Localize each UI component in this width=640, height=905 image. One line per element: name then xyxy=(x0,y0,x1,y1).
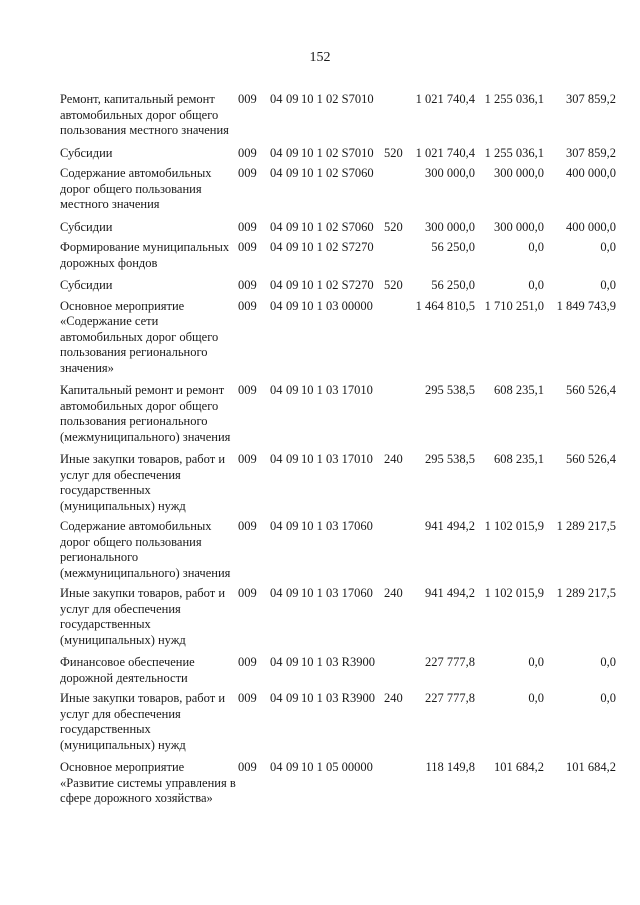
amount-year-1: 118 149,8 xyxy=(425,760,475,774)
row-name: Основное мероприятие «Содержание сети автомобильных дорог общего пользования регионального значения» xyxy=(60,298,219,375)
amount-year-1: 56 250,0 xyxy=(431,240,475,254)
amount-year-3: 101 684,2 xyxy=(566,760,616,774)
row-name: Иные закупки товаров, работ и услуг для обеспечения государственных (муниципальных) нужд xyxy=(60,586,226,647)
amount-year-3: 1 849 743,9 xyxy=(556,298,616,313)
target-article-code: 10 1 03 17010 xyxy=(301,452,373,466)
subsection-code: 09 xyxy=(286,655,299,669)
table-row xyxy=(0,760,640,807)
section-code: 04 xyxy=(270,145,283,160)
target-article-code: 10 1 03 17010 xyxy=(301,383,373,397)
expense-type-code: 240 xyxy=(384,586,403,600)
amount-year-3: 560 526,4 xyxy=(566,383,616,397)
table-row xyxy=(0,220,640,236)
table-row xyxy=(0,586,640,648)
ministry-code: 009 xyxy=(238,166,257,180)
budget-table xyxy=(0,87,640,807)
subsection-code: 09 xyxy=(286,145,299,160)
amount-year-1: 295 538,5 xyxy=(425,383,475,397)
subsection-code: 09 xyxy=(286,383,299,397)
table-row xyxy=(0,146,640,162)
table-row xyxy=(0,240,640,271)
section-code: 04 xyxy=(270,92,283,106)
table-row xyxy=(0,383,640,445)
target-article-code: 10 1 02 S7010 xyxy=(301,145,374,160)
expense-type-code: 240 xyxy=(384,691,403,705)
section-code: 04 xyxy=(270,278,283,292)
ministry-code: 009 xyxy=(238,240,257,254)
amount-year-1: 300 000,0 xyxy=(425,219,475,234)
row-name: Субсидии xyxy=(60,219,113,234)
ministry-code: 009 xyxy=(238,219,257,234)
ministry-code: 009 xyxy=(238,519,257,533)
amount-year-2: 0,0 xyxy=(528,655,544,669)
amount-year-2: 300 000,0 xyxy=(494,219,544,234)
target-article-code: 10 1 05 00000 xyxy=(301,760,373,774)
page-number: 152 xyxy=(309,50,331,65)
section-code: 04 xyxy=(270,586,283,600)
expense-type-code: 520 xyxy=(384,145,403,160)
amount-year-1: 295 538,5 xyxy=(425,452,475,466)
amount-year-3: 307 859,2 xyxy=(566,145,616,160)
row-name: Иные закупки товаров, работ и услуг для обеспечения государственных (муниципальных) нужд xyxy=(60,452,226,513)
subsection-code: 09 xyxy=(286,298,299,313)
amount-year-2: 1 102 015,9 xyxy=(484,519,544,533)
ministry-code: 009 xyxy=(238,145,257,160)
row-name: Субсидии xyxy=(60,145,113,160)
target-article-code: 10 1 02 S7060 xyxy=(301,166,374,180)
row-name: Содержание автомобильных дорог общего пользования местного значения xyxy=(60,166,212,211)
target-article-code: 10 1 02 S7270 xyxy=(301,278,374,292)
row-name: Содержание автомобильных дорог общего пользования регионального (межмуниципального) значения xyxy=(60,519,231,580)
table-row xyxy=(0,299,640,377)
table-row xyxy=(0,278,640,294)
ministry-code: 009 xyxy=(238,760,257,774)
amount-year-2: 608 235,1 xyxy=(494,383,544,397)
amount-year-1: 227 777,8 xyxy=(425,691,475,705)
subsection-code: 09 xyxy=(286,219,299,234)
subsection-code: 09 xyxy=(286,166,299,180)
expense-type-code: 520 xyxy=(384,219,403,234)
amount-year-1: 1 021 740,4 xyxy=(415,92,475,106)
amount-year-2: 1 255 036,1 xyxy=(484,145,544,160)
target-article-code: 10 1 03 R3900 xyxy=(301,691,375,705)
amount-year-3: 0,0 xyxy=(600,240,616,254)
amount-year-2: 0,0 xyxy=(528,240,544,254)
target-article-code: 10 1 03 17060 xyxy=(301,586,373,600)
ministry-code: 009 xyxy=(238,452,257,466)
amount-year-1: 300 000,0 xyxy=(425,166,475,180)
section-code: 04 xyxy=(270,383,283,397)
amount-year-3: 1 289 217,5 xyxy=(556,586,616,600)
section-code: 04 xyxy=(270,655,283,669)
target-article-code: 10 1 03 00000 xyxy=(301,298,373,313)
target-article-code: 10 1 03 17060 xyxy=(301,519,373,533)
target-article-code: 10 1 02 S7010 xyxy=(301,92,374,106)
amount-year-3: 1 289 217,5 xyxy=(556,519,616,533)
amount-year-3: 0,0 xyxy=(600,691,616,705)
row-name: Субсидии xyxy=(60,278,113,292)
amount-year-3: 400 000,0 xyxy=(566,166,616,180)
subsection-code: 09 xyxy=(286,760,299,774)
amount-year-3: 0,0 xyxy=(600,655,616,669)
amount-year-3: 400 000,0 xyxy=(566,219,616,234)
subsection-code: 09 xyxy=(286,519,299,533)
subsection-code: 09 xyxy=(286,586,299,600)
section-code: 04 xyxy=(270,760,283,774)
subsection-code: 09 xyxy=(286,278,299,292)
section-code: 04 xyxy=(270,298,283,313)
ministry-code: 009 xyxy=(238,278,257,292)
subsection-code: 09 xyxy=(286,691,299,705)
row-name: Основное мероприятие «Развитие системы управления в сфере дорожного хозяйства» xyxy=(60,760,236,805)
amount-year-3: 560 526,4 xyxy=(566,452,616,466)
amount-year-1: 1 464 810,5 xyxy=(415,298,475,313)
target-article-code: 10 1 02 S7270 xyxy=(301,240,374,254)
section-code: 04 xyxy=(270,452,283,466)
amount-year-2: 0,0 xyxy=(528,278,544,292)
section-code: 04 xyxy=(270,519,283,533)
ministry-code: 009 xyxy=(238,691,257,705)
amount-year-2: 1 710 251,0 xyxy=(484,298,544,313)
amount-year-3: 0,0 xyxy=(600,278,616,292)
ministry-code: 009 xyxy=(238,655,257,669)
amount-year-1: 1 021 740,4 xyxy=(415,145,475,160)
section-code: 04 xyxy=(270,219,283,234)
table-row xyxy=(0,655,640,686)
row-name: Капитальный ремонт и ремонт автомобильных дорог общего пользования регионального (межмуниципального) значения xyxy=(60,383,231,444)
subsection-code: 09 xyxy=(286,240,299,254)
amount-year-2: 300 000,0 xyxy=(494,166,544,180)
table-row xyxy=(0,691,640,753)
expense-type-code: 520 xyxy=(384,278,403,292)
target-article-code: 10 1 03 R3900 xyxy=(301,655,375,669)
subsection-code: 09 xyxy=(286,452,299,466)
amount-year-1: 56 250,0 xyxy=(431,278,475,292)
table-row xyxy=(0,92,640,139)
amount-year-1: 941 494,2 xyxy=(425,586,475,600)
ministry-code: 009 xyxy=(238,92,257,106)
row-name: Финансовое обеспечение дорожной деятельности xyxy=(60,655,195,685)
amount-year-2: 101 684,2 xyxy=(494,760,544,774)
row-name: Формирование муниципальных дорожных фондов xyxy=(60,240,230,270)
expense-type-code: 240 xyxy=(384,452,403,466)
table-row xyxy=(0,452,640,514)
amount-year-2: 608 235,1 xyxy=(494,452,544,466)
section-code: 04 xyxy=(270,240,283,254)
ministry-code: 009 xyxy=(238,298,257,313)
amount-year-1: 941 494,2 xyxy=(425,519,475,533)
table-row xyxy=(0,166,640,213)
ministry-code: 009 xyxy=(238,383,257,397)
target-article-code: 10 1 02 S7060 xyxy=(301,219,374,234)
amount-year-2: 0,0 xyxy=(528,691,544,705)
section-code: 04 xyxy=(270,166,283,180)
amount-year-1: 227 777,8 xyxy=(425,655,475,669)
amount-year-2: 1 102 015,9 xyxy=(484,586,544,600)
row-name: Ремонт, капитальный ремонт автомобильных дорог общего пользования местного значения xyxy=(60,92,229,137)
subsection-code: 09 xyxy=(286,92,299,106)
row-name: Иные закупки товаров, работ и услуг для обеспечения государственных (муниципальных) нужд xyxy=(60,691,226,752)
section-code: 04 xyxy=(270,691,283,705)
table-row xyxy=(0,519,640,581)
amount-year-2: 1 255 036,1 xyxy=(484,92,544,106)
amount-year-3: 307 859,2 xyxy=(566,92,616,106)
ministry-code: 009 xyxy=(238,586,257,600)
